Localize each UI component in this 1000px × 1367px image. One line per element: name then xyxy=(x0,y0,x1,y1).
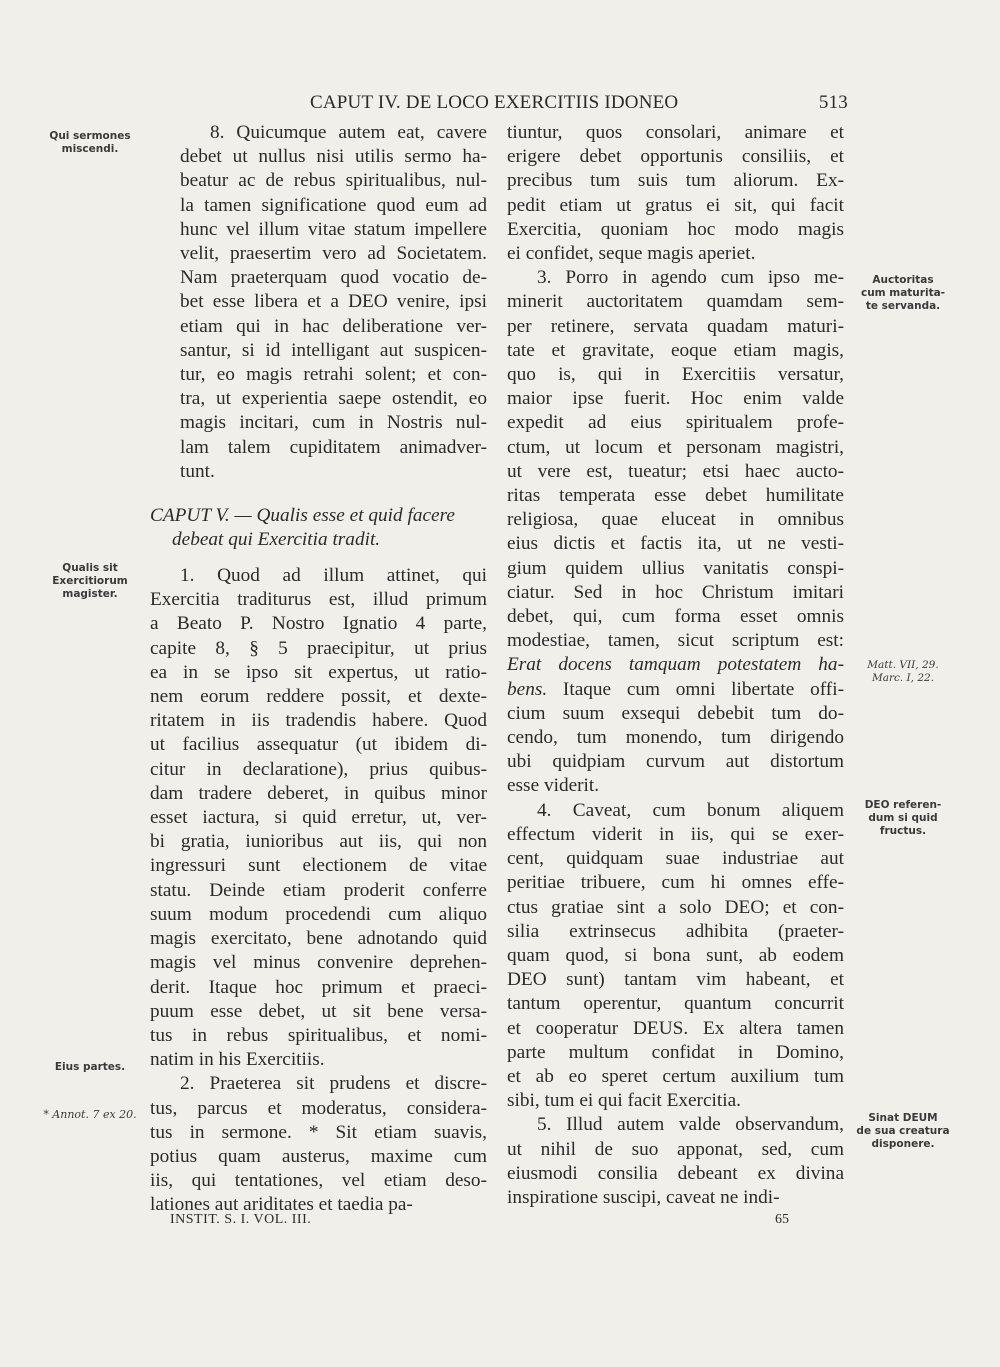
text-line: tra, ut experientia saepe ostendit, eo xyxy=(180,388,487,410)
footer-signature: INSTIT. S. I. VOL. III. xyxy=(170,1212,312,1227)
text-line: lationes aut ariditates et taedia pa- xyxy=(150,1194,413,1216)
paragraph-continuation xyxy=(507,121,844,266)
text-line: minerit auctoritatem quamdam sem- xyxy=(507,291,844,313)
margin-note-annotation-ref: * Annot. 7 ex 20. xyxy=(43,1108,137,1121)
paragraph-4 xyxy=(507,799,844,1114)
margin-note-eius-partes xyxy=(35,1061,145,1074)
text-line: gium quidem ullius vanitatis conspi- xyxy=(507,557,844,579)
text-line: parte multum confidat in Domino, xyxy=(507,1041,844,1063)
paragraph-2 xyxy=(150,1072,487,1217)
margin-note-line: te servanda. xyxy=(865,300,941,312)
text-line: per retinere, servata quadam maturi- xyxy=(507,315,844,337)
text-line: 4. Caveat, cum bonum aliquem xyxy=(537,799,844,821)
text-line: DEO sunt) tantam vim habeant, et xyxy=(507,969,844,991)
text-line: dam tradere deberet, in quibus minor xyxy=(150,782,487,804)
page-number: 513 xyxy=(818,92,848,113)
text-line: potius quam austerus, maxime cum xyxy=(150,1145,487,1167)
text-line: cium suum exsequi debebit tum do- xyxy=(507,702,844,724)
text-line: ciatur. Sed in hoc Christum imitari xyxy=(507,581,844,603)
text-line: 3. Porro in agendo cum ipso me- xyxy=(537,267,844,289)
margin-note-line: disponere. xyxy=(871,1138,935,1150)
text-line: bens. Itaque cum omni libertate offi- xyxy=(507,678,844,700)
margin-note-line: Qualis sit xyxy=(62,562,118,574)
text-line: suum modum procedendi cum aliquo xyxy=(150,903,487,925)
text-line: bi gratia, iunioribus aut iis, qui non xyxy=(150,831,487,853)
text-line: erigere debet opportunis consiliis, et xyxy=(507,146,844,168)
margin-note-line: Qui sermones xyxy=(49,130,131,142)
text-line: magis vel minus convenire deprehen- xyxy=(150,952,487,974)
text-line: peritiae tribuere, cum hi omnes effe- xyxy=(507,872,844,894)
margin-note-line: Exercitiorum xyxy=(52,575,128,587)
text-line: beatur ac de rebus spiritualibus, nul- xyxy=(180,170,487,192)
text-line: eius dictis et factis ita, ut ne vesti- xyxy=(507,533,844,555)
text-line: sibi, tum ei qui facit Exercitia. xyxy=(507,1090,741,1112)
margin-note-line: DEO referen- xyxy=(864,799,942,811)
text-line: esset iactura, si quid erretur, ut, ver- xyxy=(150,807,487,829)
text-line: pedit etiam ut gratus ei sit, qui facit xyxy=(507,194,844,216)
margin-note-line: Auctoritas xyxy=(872,274,934,286)
margin-note-line: fructus. xyxy=(879,825,927,837)
text-line: ctum, ut locum et personam magistri, xyxy=(507,436,844,458)
text-line: bet esse libera et a DEO venire, ipsi xyxy=(180,291,487,313)
chapter-heading xyxy=(150,504,487,552)
margin-note-line: magister. xyxy=(62,588,118,600)
text-line: cent, quidquam suae industriae aut xyxy=(507,848,844,870)
text-line: tus in rebus spiritualibus, et nomi- xyxy=(150,1024,487,1046)
text-line: magis exercitato, bene adnotando quid xyxy=(150,928,487,950)
text-line: quo is, qui in Exercitiis versatur, xyxy=(507,364,844,386)
text-line: etiam qui in hac deliberatione ver- xyxy=(180,315,487,337)
text-line: et cooperatur DEUS. Ex altera tamen xyxy=(507,1017,844,1039)
margin-note-line: Marc. I, 22. xyxy=(871,672,935,684)
text-line: quam quod, si bona sunt, ab eodem xyxy=(507,944,844,966)
margin-note-line: cum maturita- xyxy=(860,287,946,299)
text-line: derit. Itaque hoc primum et praeci- xyxy=(150,976,487,998)
text-line: precibus tum suis tum aliorum. Ex- xyxy=(507,170,844,192)
text-line: ctus gratiae sint a solo DEO; et con- xyxy=(507,896,844,918)
text-line: 1. Quod ad illum attinet, qui xyxy=(180,565,487,587)
margin-note-line: miscendi. xyxy=(61,143,119,155)
text-line: inspiratione suscipi, caveat ne indi- xyxy=(507,1186,780,1208)
text-line: velit, praesertim vero ad Societatem. xyxy=(180,243,487,265)
text-line: tus, parcus et moderatus, considera- xyxy=(150,1097,487,1119)
running-head-title: CAPUT IV. DE LOCO EXERCITIIS IDONEO xyxy=(310,92,679,113)
text-line: cendo, tum monendo, tum dirigendo xyxy=(507,727,844,749)
text-line: 5. Illud autem valde observandum, xyxy=(537,1114,844,1136)
text-line: hunc vel illum vitae statum impellere xyxy=(180,218,487,240)
running-head xyxy=(150,92,850,116)
margin-note-line: Matt. VII, 29. xyxy=(867,659,939,671)
chapter-title-line-2: debeat qui Exercitia tradit. xyxy=(172,529,381,551)
text-line: Exercitia, quoniam hoc modo magis xyxy=(507,218,844,240)
text-line: Exercitia traditurus est, illud primum xyxy=(150,589,487,611)
page-footer xyxy=(150,1212,850,1232)
text-line: santur, si id intelligant aut suspicen- xyxy=(180,339,487,361)
text-line: 2. Praeterea sit prudens et discre- xyxy=(180,1073,487,1095)
text-line: 8. Quicumque autem eat, cavere xyxy=(210,122,487,143)
text-line: puum esse debet, ut sit bene versa- xyxy=(150,1000,487,1022)
text-line: statu. Deinde etiam proderit conferre xyxy=(150,879,487,901)
text-line: silia extrinsecus adhibita (praeter- xyxy=(507,920,844,942)
text-line: la tamen significatione quod eum ad xyxy=(180,194,487,216)
text-line: nem eorum reddere possit, et dexte- xyxy=(150,686,487,708)
text-line: tus in sermone. * Sit etiam suavis, xyxy=(150,1121,487,1143)
quote-fragment: bens. xyxy=(507,678,548,700)
text-line: citur in declaratione), prius quibus- xyxy=(150,758,487,780)
text-line: tiuntur, quos consolari, animare et xyxy=(507,122,844,143)
text-line: a Beato P. Nostro Ignatio 4 parte, xyxy=(150,613,487,635)
text-line: tunt. xyxy=(180,460,215,482)
margin-note-qualis-magister xyxy=(35,562,145,601)
text-line: ritatem in iis tradendis habere. Quod xyxy=(150,710,487,732)
text-line: ritas temperata esse debet humilitate xyxy=(507,485,844,507)
text-line: ingressuri sunt electionem de vitae xyxy=(150,855,487,877)
text-line: effectum viderit in iis, qui se exer- xyxy=(507,823,844,845)
margin-note-scripture-ref xyxy=(852,659,954,685)
text-line: ut nihil de suo apponat, sed, cum xyxy=(507,1138,844,1160)
text-line: tate et gravitate, eoque etiam magis, xyxy=(507,339,844,361)
chapter-label: CAPUT V. xyxy=(150,505,230,527)
text-line: ei confidet, seque magis aperiet. xyxy=(507,243,756,265)
paragraph-3 xyxy=(507,266,844,798)
margin-note-line: Eius partes. xyxy=(54,1061,126,1073)
text-line: tur, eo magis retrahi solent; et con- xyxy=(180,364,487,386)
paragraph-5 xyxy=(507,1113,844,1210)
paragraph-8 xyxy=(150,121,487,484)
text-line: lam talem cupiditatem animadver- xyxy=(180,436,487,458)
text-line: tantum operentur, quantum concurrit xyxy=(507,993,844,1015)
margin-note-sermones xyxy=(35,130,145,156)
margin-note-sinat-deum xyxy=(852,1112,954,1151)
text-line: religiosa, quae eluceat in omnibus xyxy=(507,509,844,531)
text-line: modestiae, tamen, sicut scriptum est: xyxy=(507,630,844,652)
text-line: ea in se ipso sit expertus, ut ratio- xyxy=(150,661,487,683)
paragraph-1 xyxy=(150,564,487,1072)
text-line: Erat docens tamquam potestatem ha- xyxy=(507,654,844,676)
text-line: ubi quidpiam curvum aut distortum xyxy=(507,751,844,773)
text-line: ut vere est, tueatur; etsi haec aucto- xyxy=(507,460,844,482)
text-line: esse viderit. xyxy=(507,775,600,797)
margin-note-line: de sua creatura xyxy=(856,1125,950,1137)
text-line: maior ipse fuerit. Hoc enim valde xyxy=(507,388,844,410)
margin-note-auctoritas xyxy=(852,274,954,313)
text-line: ut facilius assequatur (ut ibidem di- xyxy=(150,734,487,756)
margin-note-line: dum si quid xyxy=(868,812,938,824)
margin-note-line: Sinat DEUM xyxy=(868,1112,938,1124)
text-line: natim in his Exercitiis. xyxy=(150,1049,325,1071)
chapter-title-line-1: — Qualis esse et quid facere xyxy=(234,505,455,527)
left-column xyxy=(150,121,487,1218)
text-line: expedit ad eius spiritualem profe- xyxy=(507,412,844,434)
text-line: et ab eo speret certum auxilium tum xyxy=(507,1065,844,1087)
text-line: eiusmodi consilia debeant ex divina xyxy=(507,1162,844,1184)
right-column xyxy=(507,121,844,1210)
text-line: capite 8, § 5 praecipitur, ut prius xyxy=(150,637,487,659)
footer-sheet-number: 65 xyxy=(775,1212,789,1227)
margin-note-deo-referendum xyxy=(852,799,954,838)
text-line: debet, qui, cum forma esset omnis xyxy=(507,606,844,628)
text-line: magis incitari, cum in Nostris nul- xyxy=(180,412,487,434)
text-line: debet ut nullus nisi utilis sermo ha- xyxy=(180,146,487,168)
text-line: Nam praeterquam quod vocatio de- xyxy=(180,267,487,289)
text-line: iis, qui tentationes, vel etiam deso- xyxy=(150,1170,487,1192)
